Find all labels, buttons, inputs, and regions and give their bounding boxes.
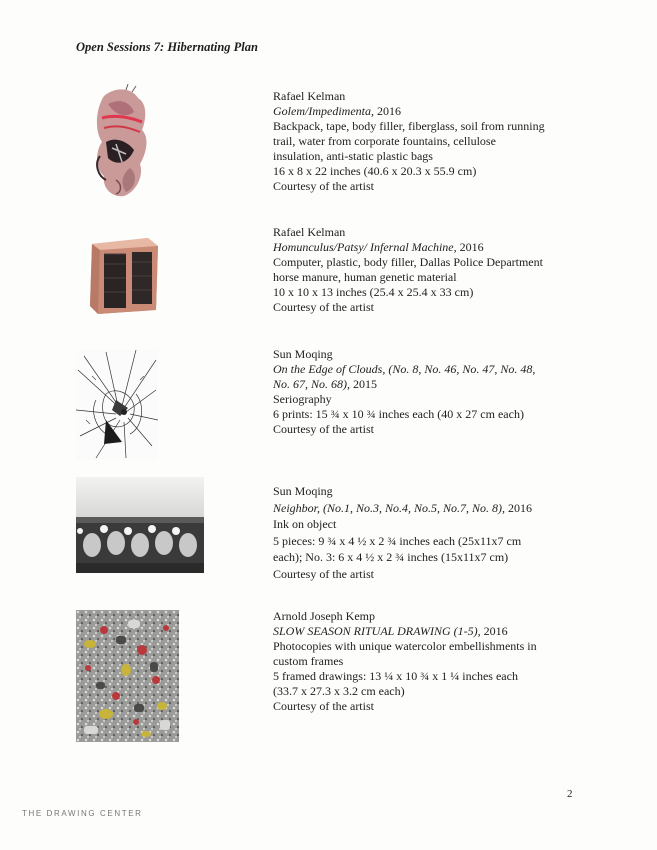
artwork-dimensions: 5 pieces: 9 ¾ x 4 ½ x 2 ¾ inches each (25x11x7 cm xyxy=(273,533,522,548)
page-number: 2 xyxy=(567,788,573,800)
artist-name: Rafael Kelman xyxy=(273,225,346,239)
artwork-detail: insulation, anti-static plastic bags xyxy=(273,149,433,163)
artwork-credit: Courtesy of the artist xyxy=(273,566,374,581)
artwork-title: Golem/Impedimenta, xyxy=(273,104,374,118)
artwork-title: On the Edge of Clouds, (No. 8, No. 46, No. 47, No. 48, xyxy=(273,362,536,376)
artwork-year: 2016 xyxy=(505,500,533,515)
artwork-medium: Ink on object xyxy=(273,517,337,531)
artwork-dimensions: 5 framed drawings: 13 ¼ x 10 ¾ x 1 ¼ inches each xyxy=(273,669,518,683)
page-title: Open Sessions 7: Hibernating Plan xyxy=(76,40,258,54)
artwork-detail: Photocopies with unique watercolor embellishments in xyxy=(273,639,537,653)
artwork-image-slow-season xyxy=(76,610,179,742)
artwork-detail: horse manure, human genetic material xyxy=(273,270,457,284)
artwork-title-line xyxy=(273,500,603,517)
artwork-year: 2016 xyxy=(456,240,484,254)
artwork-title-line xyxy=(273,104,603,119)
artwork-year: 2015 xyxy=(350,377,378,391)
artwork-image-golem xyxy=(86,84,158,202)
artwork-entry xyxy=(273,483,603,582)
artwork-title: Neighbor, (No.1, No.3, No.4, No.5, No.7, No. 8), xyxy=(273,500,506,515)
artwork-detail: custom frames xyxy=(273,654,344,668)
artwork-detail: Computer, plastic, body filler, Dallas Police Department xyxy=(273,255,543,269)
artwork-entry xyxy=(273,609,603,714)
artwork-credit: Courtesy of the artist xyxy=(273,300,374,314)
artwork-year: 2016 xyxy=(373,104,401,118)
artwork-dimensions: (33.7 x 27.3 x 3.2 cm each) xyxy=(273,684,405,698)
artwork-title: Homunculus/Patsy/ Infernal Machine, xyxy=(273,240,457,254)
artwork-entry xyxy=(273,347,603,437)
artwork-year: 2016 xyxy=(480,624,508,638)
artwork-credit: Courtesy of the artist xyxy=(273,699,374,713)
artwork-dimensions: 6 prints: 15 ¾ x 10 ¾ inches each (40 x 27 cm each) xyxy=(273,407,524,421)
institution-footer: THE DRAWING CENTER xyxy=(22,809,143,818)
artist-name: Rafael Kelman xyxy=(273,89,346,103)
artwork-image-neighbor xyxy=(76,477,204,573)
artist-name: Sun Moqing xyxy=(273,484,333,498)
artwork-image-edge-of-clouds xyxy=(76,350,158,460)
artwork-credit: Courtesy of the artist xyxy=(273,179,374,193)
artist-name: Arnold Joseph Kemp xyxy=(273,609,375,623)
artwork-title-line xyxy=(273,377,603,392)
artwork-dimensions: 10 x 10 x 13 inches (25.4 x 25.4 x 33 cm) xyxy=(273,285,474,299)
artwork-dimensions: 16 x 8 x 22 inches (40.6 x 20.3 x 55.9 cm) xyxy=(273,164,477,178)
artwork-detail: trail, water from corporate fountains, cellulose xyxy=(273,134,496,148)
artwork-image-homunculus xyxy=(86,234,162,316)
artwork-title-line xyxy=(273,624,603,639)
artist-name: Sun Moqing xyxy=(273,347,333,361)
artwork-title-continued: No. 67, No. 68), xyxy=(273,377,351,391)
artwork-detail: Backpack, tape, body filler, fiberglass, soil from running xyxy=(273,119,545,133)
artwork-dimensions: each); No. 3: 6 x 4 ½ x 2 ¾ inches (15x11x7 cm) xyxy=(273,550,509,564)
artwork-title: SLOW SEASON RITUAL DRAWING (1-5), xyxy=(273,624,481,638)
artwork-title-line xyxy=(273,240,603,255)
artwork-entry xyxy=(273,89,603,194)
artwork-credit: Courtesy of the artist xyxy=(273,422,374,436)
artwork-medium: Seriography xyxy=(273,392,332,406)
artwork-entry xyxy=(273,225,603,315)
